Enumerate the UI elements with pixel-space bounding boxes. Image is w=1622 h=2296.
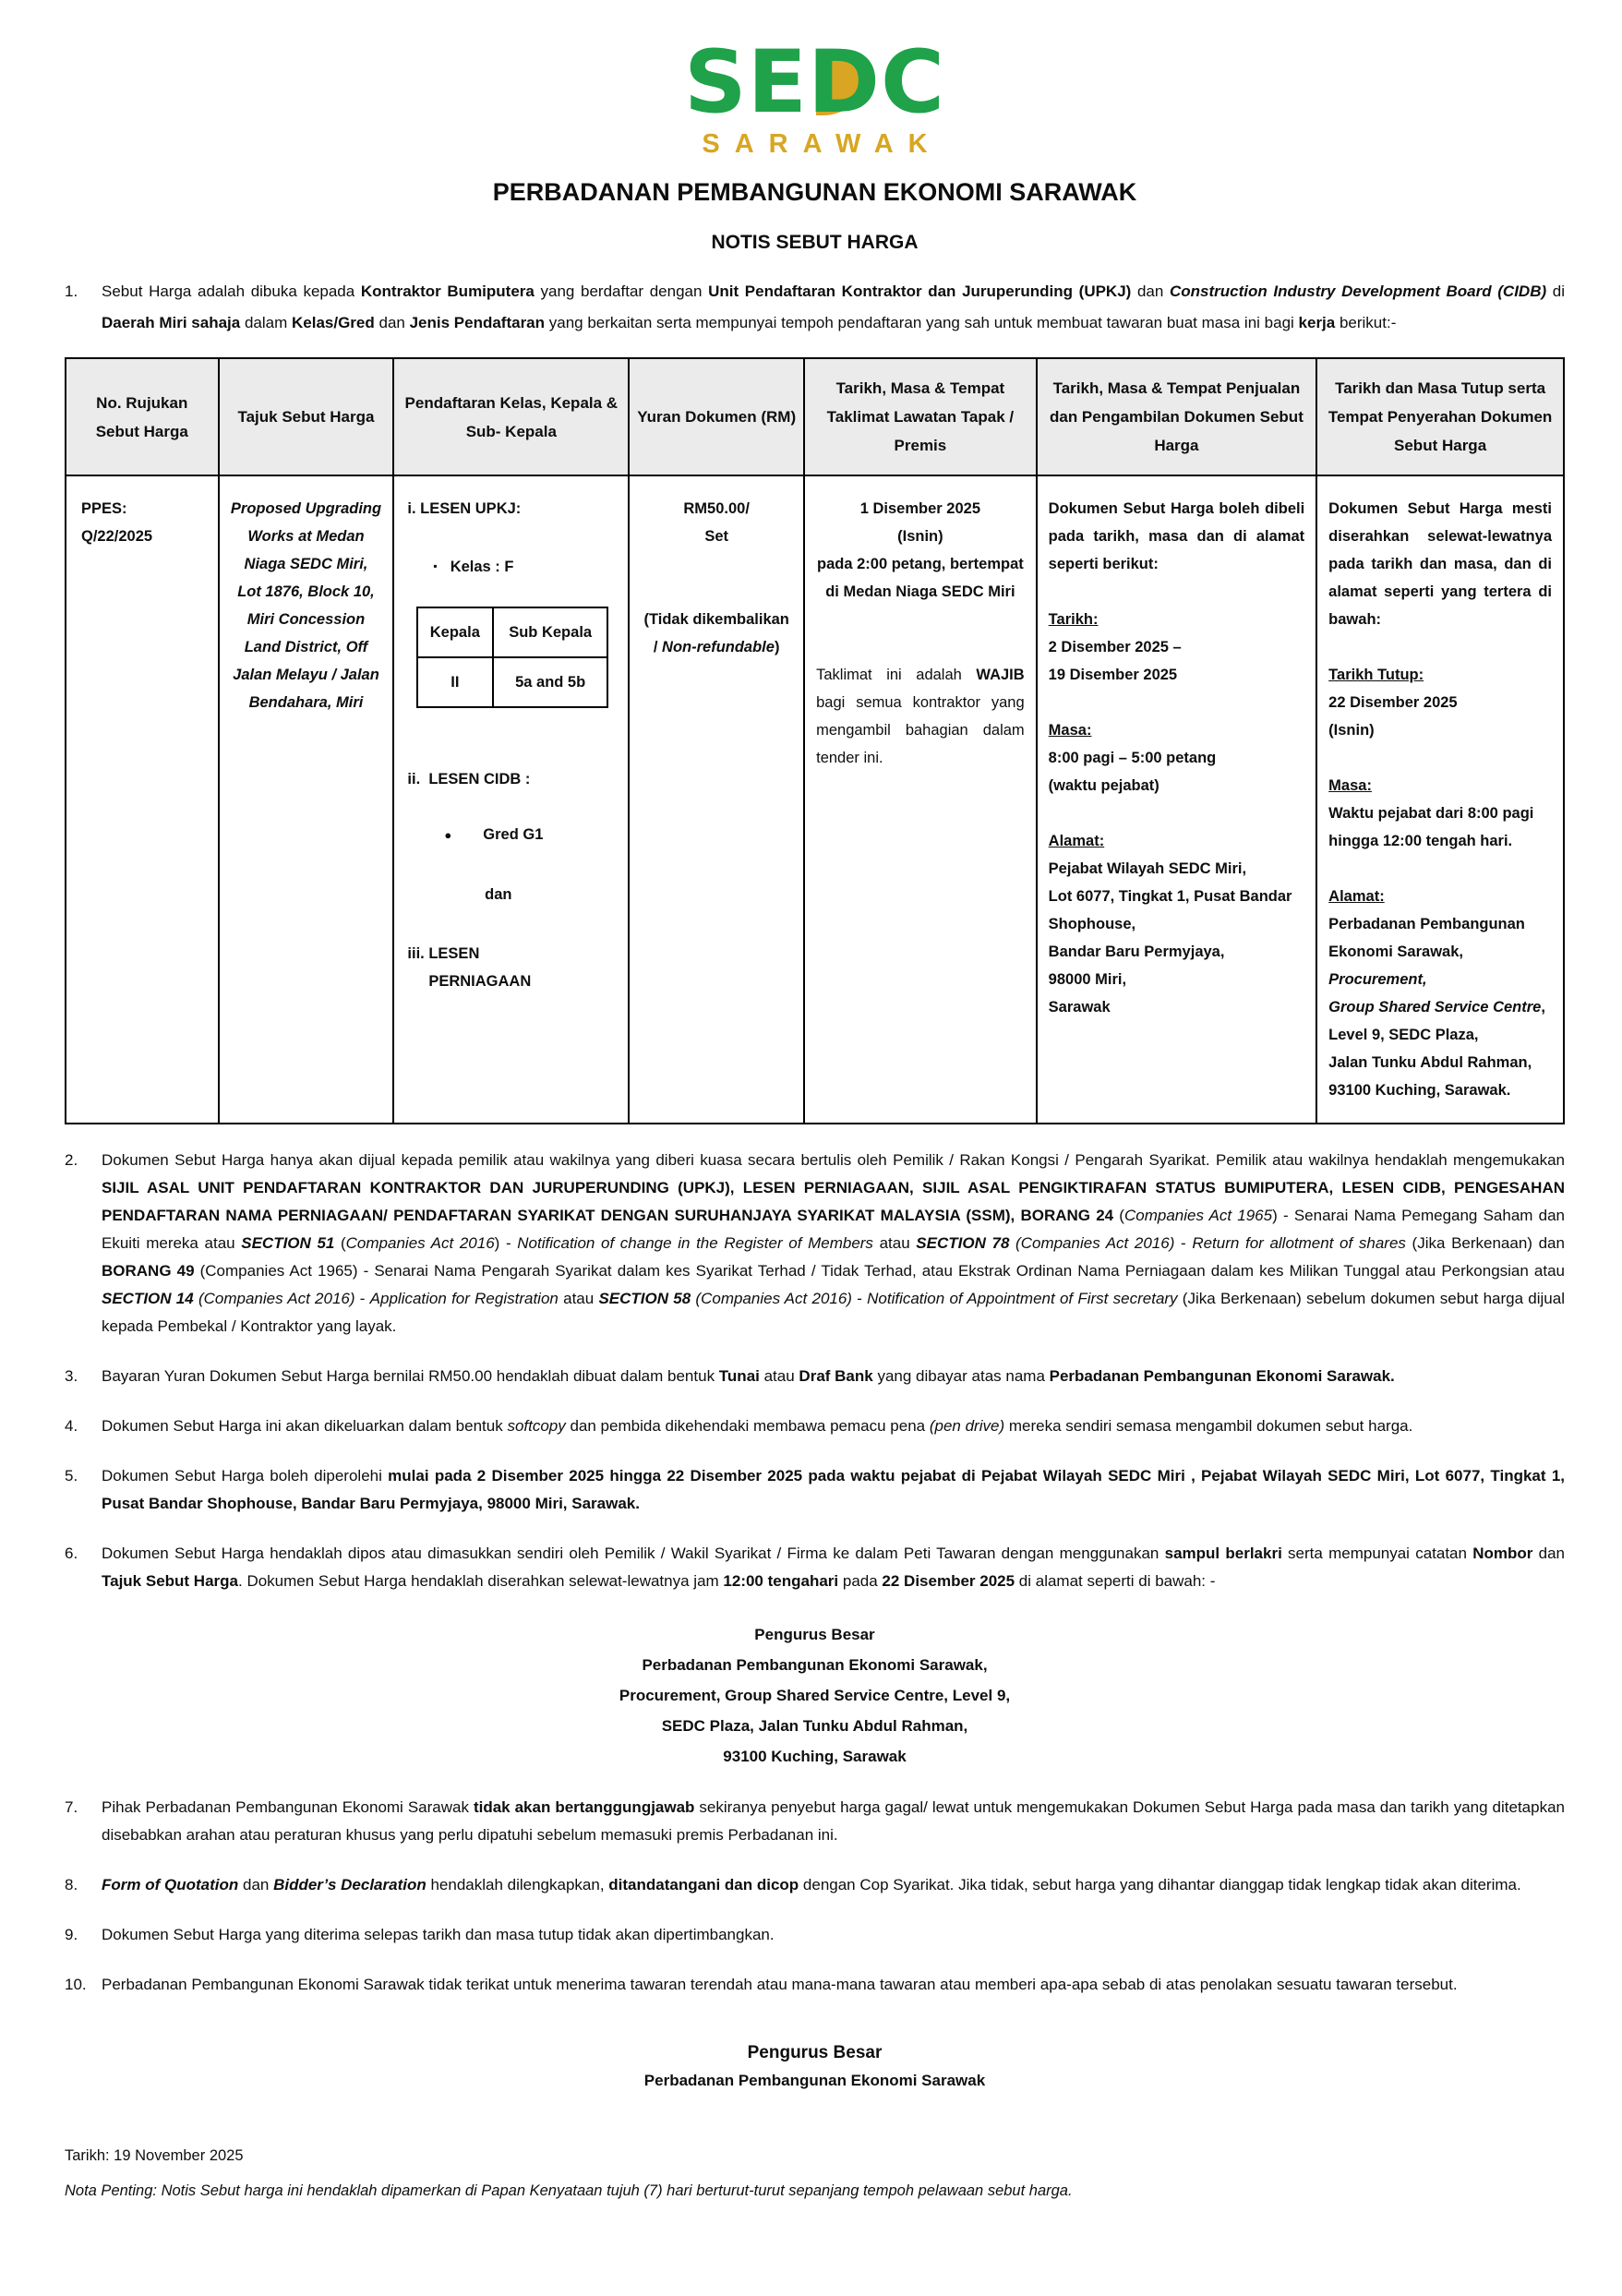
signoff-org: Perbadanan Pembangunan Ekonomi Sarawak (643, 2072, 986, 2089)
closing-time: Waktu pejabat dari 8:00 pagi hingga 12:00 tengah hari. (1328, 805, 1534, 849)
closing-cell (1316, 475, 1564, 1124)
sale-cell (1037, 475, 1317, 1124)
closing-address-label: Alamat: (1328, 888, 1385, 905)
list-item-10 (65, 1971, 1565, 1999)
quotation-table (65, 357, 1565, 1124)
kepala-value: II (417, 657, 494, 707)
list-item-text: Dokumen Sebut Harga boleh diperolehi mulai pada 2 Disember 2025 hingga 22 Disember 2025 pada waktu pejabat di Pejabat Wilayah SEDC Miri , Pejabat Wilayah SEDC Miri, Lot 6077, Tingkat 1, Pusat Bandar Shophouse, Bandar Baru Permyjaya, 98000 Miri, Sarawak. (102, 1467, 1565, 1512)
registration-cell (393, 475, 629, 1124)
fee-note: (Tidak dikembalikan / Non-refundable) (643, 611, 789, 655)
square-bullet-icon: ▪ (433, 559, 438, 572)
date-line: Tarikh: 19 November 2025 (65, 2147, 244, 2164)
table-header-row (66, 358, 1564, 475)
list-item-text: Pihak Perbadanan Pembangunan Ekonomi Sarawak tidak akan bertanggungjawab sekiranya penyebut harga gagal/ lewat untuk mengemukakan Dokumen Sebut Harga pada masa dan tarikh yang ditetapkan disebabkan arahan atau peraturan khusus yang perlu dipatuhi sebelum memasuki premis Perbadanan ini. (102, 1798, 1565, 1844)
sub-kepala-value: 5a and 5b (493, 657, 607, 707)
list-item-number: 4. (65, 1417, 78, 1435)
list-item-5 (65, 1462, 1565, 1518)
list-item-6 (65, 1540, 1565, 1595)
list-item-text: Form of Quotation dan Bidder’s Declaration hendaklah dilengkapkan, ditandatangani dan dicop dengan Cop Syarikat. Jika tidak, sebut harga yang dihantar dianggap tidak lengkap tidak akan diterima. (102, 1876, 1521, 1893)
header-closing: Tarikh dan Masa Tutup serta Tempat Penyerahan Dokumen Sebut Harga (1316, 358, 1564, 475)
title-cell: Proposed Upgrading Works at Medan Niaga SEDC Miri, Lot 1876, Block 10, Miri Concession Land District, Off Jalan Melayu / Jalan Bendahara, Miri (219, 475, 394, 1124)
gred-line: ● Gred G1 (444, 826, 544, 843)
list-item-7 (65, 1794, 1565, 1849)
list-item-number: 10. (65, 1976, 87, 1993)
list-item-number: 3. (65, 1367, 78, 1385)
sale-date: 2 Disember 2025 – 19 Disember 2025 (1048, 639, 1182, 683)
sedc-logo (65, 32, 1565, 160)
kepala-header: Kepala (417, 607, 494, 657)
sale-date-label: Tarikh: (1048, 611, 1099, 628)
list-item-text: Dokumen Sebut Harga ini akan dikeluarkan dalam bentuk softcopy dan pembida dikehendaki membawa pemacu pena (pen drive) mereka sendiri semasa mengambil dokumen sebut harga. (102, 1417, 1413, 1435)
closing-date-label: Tarikh Tutup: (1328, 667, 1424, 683)
header-title: Tajuk Sebut Harga (219, 358, 394, 475)
list-item-text: Bayaran Yuran Dokumen Sebut Harga bernilai RM50.00 hendaklah dibuat dalam bentuk Tunai atau Draf Bank yang dibayar atas nama Perbadanan Pembangunan Ekonomi Sarawak. (102, 1367, 1395, 1385)
sale-address-label: Alamat: (1048, 833, 1105, 849)
list-item-text: Sebut Harga adalah dibuka kepada Kontraktor Bumiputera yang berdaftar dengan Unit Pendaftaran Kontraktor dan Juruperunding (UPKJ) dan Construction Industry Development Board (CIDB) di Daerah Miri sahaja dalam Kelas/Gred dan Jenis Pendaftaran yang berkaitan serta mempunyai tempoh pendaftaran yang sah untuk membuat tawaran buat masa ini bagi kerja berikut:- (102, 282, 1566, 331)
list-item-number: 2. (65, 1151, 78, 1169)
list-item-number: 1. (65, 282, 78, 300)
closing-date: 22 Disember 2025 (Isnin) (1328, 694, 1458, 739)
list-item-number: 9. (65, 1926, 78, 1943)
header-briefing: Tarikh, Masa & Tempat Taklimat Lawatan Tapak / Premis (804, 358, 1037, 475)
sedc-logo-subtext: SARAWAK (702, 129, 943, 159)
perniagaan-label: iii. LESEN PERNIAGAAN (407, 945, 532, 990)
list-item-9 (65, 1921, 1565, 1949)
notice-title: NOTIS SEBUT HARGA (711, 232, 919, 253)
list-item-1 (65, 276, 1565, 339)
fee-cell (629, 475, 804, 1124)
list-item-text: Dokumen Sebut Harga hanya akan dijual kepada pemilik atau wakilnya yang diberi kuasa secara bertulis oleh Pemilik / Rakan Kongsi / Pengarah Syarikat. Pemilik atau wakilnya hendaklah mengemukakan SIJIL ASAL UNIT PENDAFTARAN KONTRAKTOR DAN JURUPERUNDING (UPKJ), LESEN PERNIAGAAN, SIJIL ASAL PENGIKTIRAFAN STATUS BUMIPUTERA, LESEN CIDB, PENGESAHAN PENDAFTARAN NAMA PERNIAGAAN/ PENDAFTARAN SYARIKAT DENGAN SURUHANJAYA SYARIKAT MALAYSIA (SSM), BORANG 24 (Companies Act 1965) - Senarai Nama Pemegang Saham dan Ekuiti mereka atau SECTION 51 (Companies Act 2016) - Notification of change in the Register of Members atau SECTION 78 (Companies Act 2016) - Return for allotment of shares (Jika Berkenaan) dan BORANG 49 (Companies Act 1965) - Senarai Nama Pengarah Syarikat dalam kes Syarikat Terhad / Tidak Terhad, atau Ekstrak Ordinan Nama Perniagaan dalam kes Milikan Tunggal atau Perkongsian atau SECTION 14 (Companies Act 2016) - Application for Registration atau SECTION 58 (Companies Act 2016) - Notification of Appointment of First secretary (Jika Berkenaan) sebelum dokumen sebut harga dijual kepada Pembekal / Kontraktor yang layak. (102, 1151, 1565, 1335)
list-item-4 (65, 1412, 1565, 1440)
sale-intro: Dokumen Sebut Harga boleh dibeli pada tarikh, masa dan di alamat seperti berikut: (1048, 500, 1305, 572)
sub-kepala-header: Sub Kepala (493, 607, 607, 657)
list-item-number: 7. (65, 1798, 78, 1816)
briefing-note: Taklimat ini adalah WAJIB bagi semua kontraktor yang mengambil bahagian dalam tender ini. (816, 667, 1025, 766)
mailing-address-block: Pengurus Besar Perbadanan Pembangunan Ekonomi Sarawak, Procurement, Group Shared Service Centre, Level 9, SEDC Plaza, Jalan Tunku Abdul Rahman, 93100 Kuching, Sarawak (619, 1626, 1011, 1765)
list-item-2 (65, 1147, 1565, 1340)
briefing-datetime: 1 Disember 2025 (Isnin) pada 2:00 petang, bertempat di Medan Niaga SEDC Miri (817, 500, 1024, 600)
briefing-cell (804, 475, 1037, 1124)
closing-intro: Dokumen Sebut Harga mesti diserahkan selewat-lewatnya pada tarikh dan masa, dan di alamat seperti yang tertera di bawah: (1328, 500, 1552, 628)
list-item-8 (65, 1871, 1565, 1899)
sale-address: Pejabat Wilayah SEDC Miri, Lot 6077, Tingkat 1, Pusat Bandar Shophouse, Bandar Baru Permyjaya, 98000 Miri, Sarawak (1048, 860, 1292, 1016)
signoff-block (65, 2043, 1565, 2090)
kepala-table (416, 607, 609, 708)
list-item-text: Dokumen Sebut Harga hendaklah dipos atau dimasukkan sendiri oleh Pemilik / Wakil Syarikat / Firma ke dalam Peti Tawaran dengan menggunakan sampul berlakri serta mempunyai catatan Nombor dan Tajuk Sebut Harga. Dokumen Sebut Harga hendaklah diserahkan selewat-lewatnya jam 12:00 tengahari pada 22 Disember 2025 di alamat seperti di bawah: - (102, 1545, 1565, 1590)
kelas-line: ▪ Kelas : F (433, 559, 514, 575)
list-item-number: 6. (65, 1545, 78, 1562)
list-item-number: 5. (65, 1467, 78, 1485)
header-registration: Pendaftaran Kelas, Kepala & Sub- Kepala (393, 358, 629, 475)
list-item-number: 8. (65, 1876, 78, 1893)
header-fee: Yuran Dokumen (RM) (629, 358, 804, 475)
header-sale: Tarikh, Masa & Tempat Penjualan dan Pengambilan Dokumen Sebut Harga (1037, 358, 1317, 475)
header-ref-no: No. Rujukan Sebut Harga (66, 358, 219, 475)
org-title: PERBADANAN PEMBANGUNAN EKONOMI SARAWAK (492, 178, 1137, 206)
list-item-3 (65, 1363, 1565, 1390)
upkj-label: i. LESEN UPKJ: (407, 500, 522, 517)
sale-time-label: Masa: (1048, 722, 1092, 739)
fee-amount: RM50.00/ Set (683, 500, 750, 545)
conjunction-text: dan (485, 886, 512, 903)
list-item-text: Perbadanan Pembangunan Ekonomi Sarawak tidak terikat untuk menerima tawaran terendah atau mana-mana tawaran atau memberi apa-apa sebab di atas penolakan sesuatu tawaran tersebut. (102, 1976, 1458, 1993)
ref-no-cell: PPES: Q/22/2025 (66, 475, 219, 1124)
closing-address: Perbadanan Pembangunan Ekonomi Sarawak, Procurement, Group Shared Service Centre, Level 9, SEDC Plaza, Jalan Tunku Abdul Rahman, 93100 Kuching, Sarawak. (1328, 916, 1545, 1099)
note-line: Nota Penting: Notis Sebut harga ini hendaklah dipamerkan di Papan Kenyataan tujuh (7) hari berturut-turut sepanjang tempoh pelawaan sebut harga. (65, 2182, 1073, 2199)
signoff-title: Pengurus Besar (747, 2043, 883, 2062)
round-bullet-icon: ● (444, 828, 452, 842)
cidb-label: ii. LESEN CIDB : (407, 771, 531, 787)
table-row (66, 475, 1564, 1124)
closing-time-label: Masa: (1328, 777, 1372, 794)
sale-time: 8:00 pagi – 5:00 petang (waktu pejabat) (1048, 750, 1217, 794)
sedc-logo-wordmark: SE DC (684, 32, 945, 133)
list-item-text: Dokumen Sebut Harga yang diterima selepas tarikh dan masa tutup tidak akan dipertimbangkan. (102, 1926, 775, 1943)
